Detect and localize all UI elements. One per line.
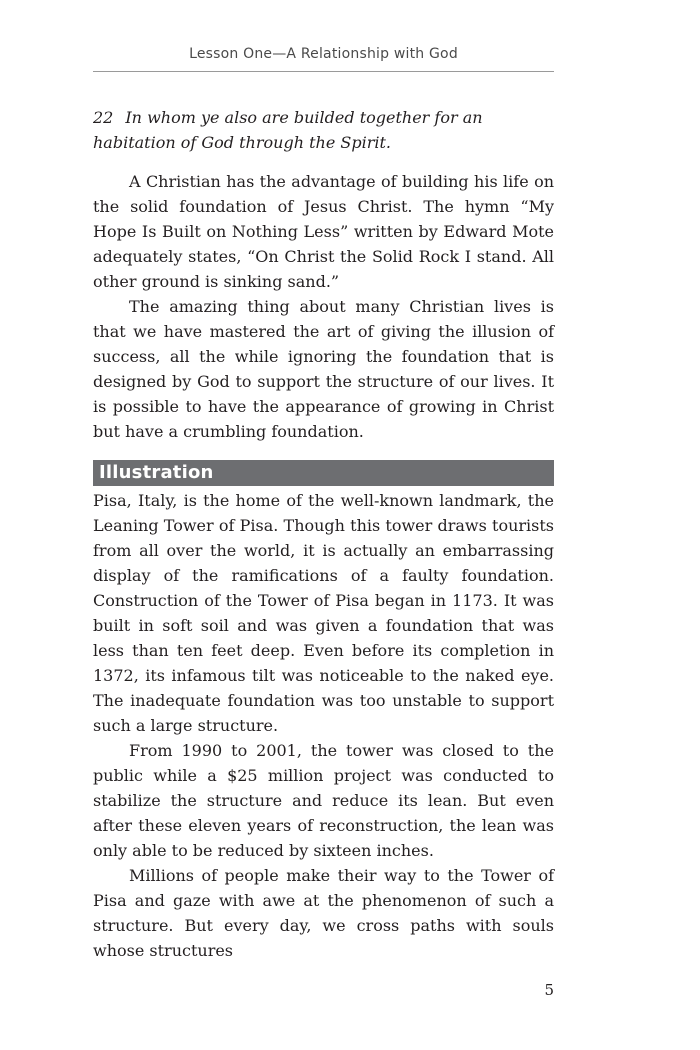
section-heading-bar [93, 460, 554, 486]
paragraph: Millions of people make their way to the Tower of Pisa and gaze with awe at the phenomenon of such a structure. But every day, we cross paths with souls whose structures [93, 866, 554, 960]
section-heading: Illustration [99, 462, 214, 483]
running-head: Lesson One—A Relationship with God [189, 46, 458, 62]
verse-text: In whom ye also are builded together for an habitation of God through the Spirit. [93, 108, 483, 152]
paragraph: A Christian has the advantage of building his life on the solid foundation of Jesus Christ. The hymn “My Hope Is Built on Nothing Less” written by Edward Mote adequately states, “On Christ the Solid Rock I stand. All other ground is sinking sand.” [93, 172, 554, 291]
paragraph: The amazing thing about many Christian lives is that we have mastered the art of giving the illusion of success, all the while ignoring the foundation that is designed by God to support the structure of our lives. It is possible to have the appearance of growing in Christ but have a crumbling foundation. [93, 297, 554, 441]
body-text [93, 105, 554, 963]
book-page [93, 0, 554, 1050]
paragraph: Pisa, Italy, is the home of the well-known landmark, the Leaning Tower of Pisa. Though this tower draws tourists from all over the world, it is actually an embarrassing display of the ramifications of a faulty foundation. Construction of the Tower of Pisa began in 1173. It was built in soft soil and was given a foundation that was less than ten feet deep. Even before its completion in 1372, its infamous tilt was noticeable to the naked eye. The inadequate foundation was too unstable to support such a large structure. [93, 491, 554, 735]
page-number: 5 [544, 981, 554, 999]
header-rule [93, 71, 554, 72]
scripture-verse [93, 105, 554, 155]
paragraph: From 1990 to 2001, the tower was closed to the public while a $25 million project was conducted to stabilize the structure and reduce its lean. But even after these eleven years of reconstruction, the lean was only able to be reduced by sixteen inches. [93, 741, 554, 860]
verse-number: 22 [93, 108, 114, 127]
